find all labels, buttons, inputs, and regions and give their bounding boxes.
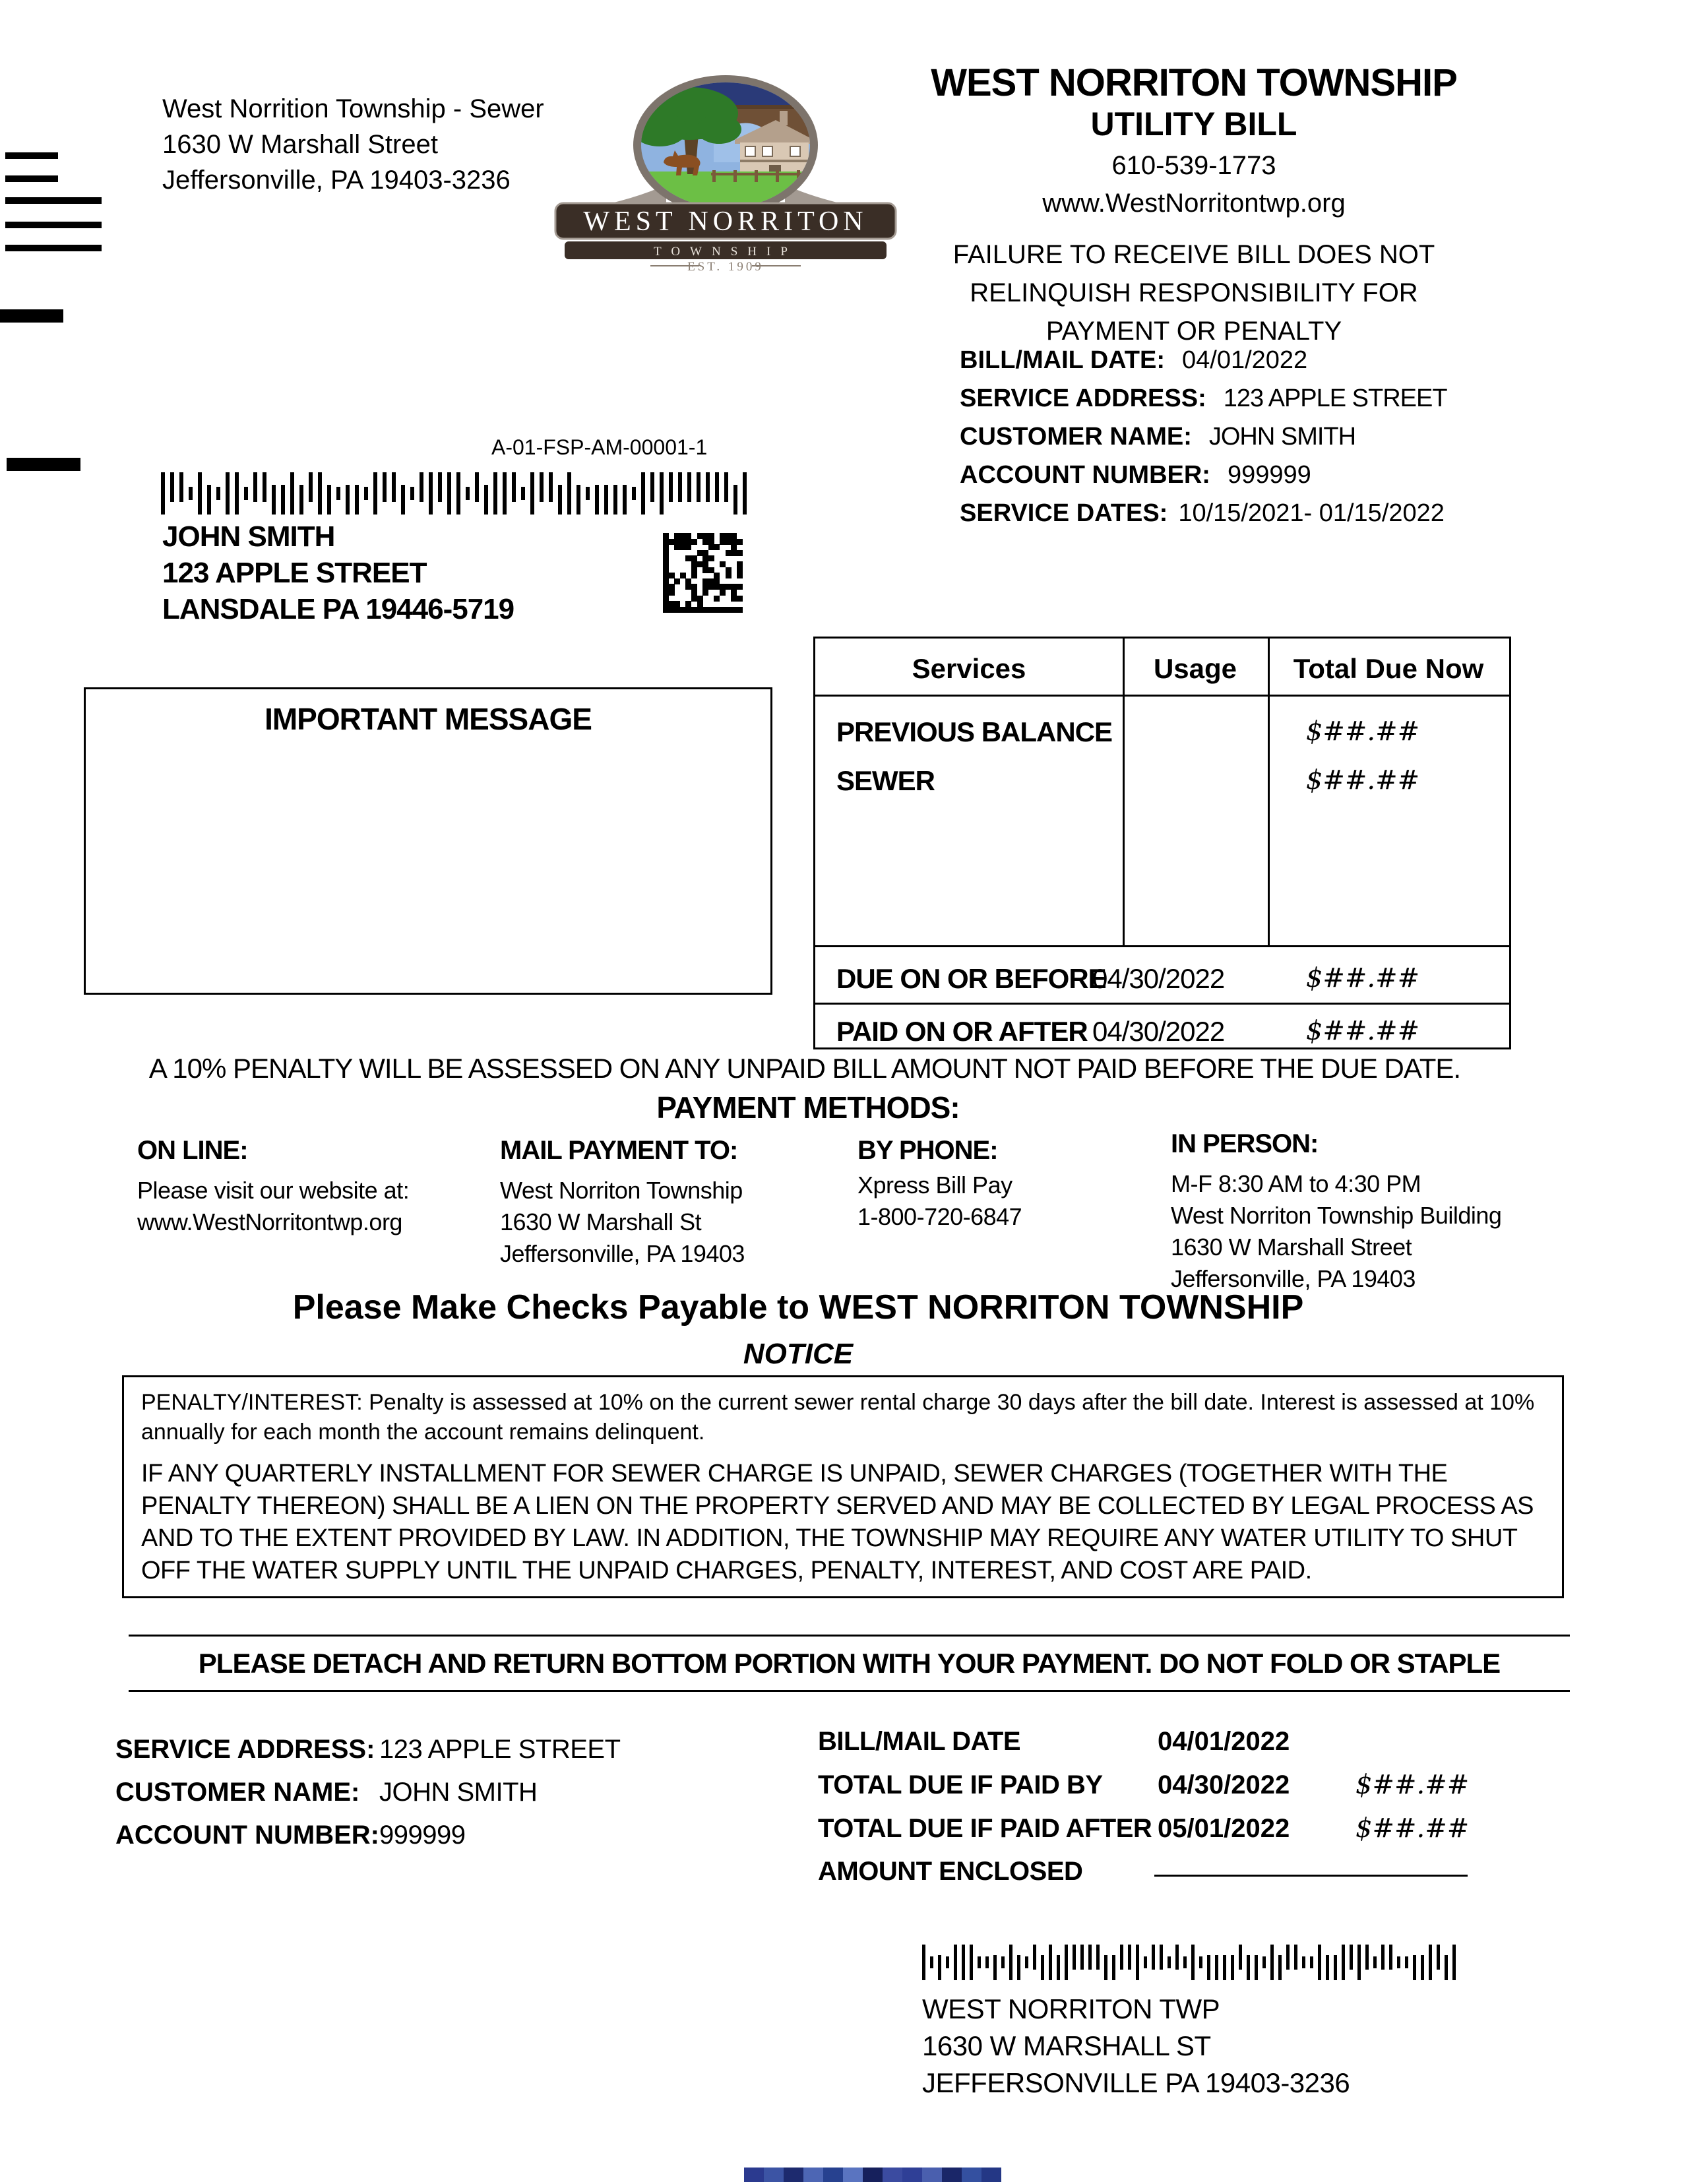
registration-mark bbox=[5, 175, 58, 182]
important-message-box bbox=[84, 687, 772, 995]
township-logo bbox=[547, 74, 904, 272]
table-rule bbox=[815, 1003, 1509, 1005]
paid-after-amount: $##.## bbox=[1305, 1016, 1420, 1046]
registration-mark bbox=[5, 152, 58, 159]
paid-after-date: 04/30/2022 bbox=[1092, 1016, 1225, 1047]
sender-line: 1630 W Marshall Street bbox=[162, 130, 438, 159]
table-rule bbox=[815, 945, 1509, 947]
stub-due-after-date: 05/01/2022 bbox=[1158, 1814, 1290, 1843]
bill-header bbox=[910, 61, 1478, 350]
return-address-name: WEST NORRITON TWP bbox=[922, 1993, 1220, 2024]
notice-paragraph-penalty: PENALTY/INTEREST: Penalty is assessed at 10% on the current sewer rental charge 30 days after the bill date. Interest is assessed at 10% annually for each month the account remains delinquent. bbox=[141, 1390, 1535, 1445]
color-calibration-bar bbox=[744, 2168, 1001, 2182]
stub-account-block bbox=[115, 1735, 621, 1863]
table-row-amount: $##.## bbox=[1305, 765, 1420, 796]
stub-customer-name-row: CUSTOMER NAME: JOHN SMITH bbox=[115, 1778, 538, 1807]
important-message-title: IMPORTANT MESSAGE bbox=[265, 702, 592, 736]
table-row-service: PREVIOUS BALANCE bbox=[836, 716, 1113, 747]
bill-info-block bbox=[960, 346, 1447, 538]
registration-mark bbox=[7, 458, 80, 471]
notice-title: NOTICE bbox=[743, 1338, 854, 1370]
service-address-value: 123 APPLE STREET bbox=[1223, 385, 1447, 412]
account-number-row: ACCOUNT NUMBER: 999999 bbox=[960, 461, 1311, 489]
payment-mail: MAIL PAYMENT TO: West Norriton Township 1630 W Marshall St Jeffersonville, PA 19403 bbox=[500, 1136, 745, 1267]
recipient-city: LANSDALE PA 19446-5719 bbox=[162, 593, 514, 625]
imb-barcode-top bbox=[161, 472, 749, 515]
logo-est-text: EST. 1909 bbox=[687, 260, 764, 272]
payment-in-person: IN PERSON: M-F 8:30 AM to 4:30 PM West Norriton Township Building 1630 W Marshall Street Jeffersonville, PA 19403 bbox=[1171, 1129, 1502, 1292]
stub-bill-date-row: BILL/MAIL DATE 04/01/2022 bbox=[818, 1727, 1469, 1757]
disclaimer: FAILURE TO RECEIVE BILL DOES NOT RELINQUISH RESPONSIBILITY FOR PAYMENT OR PENALTY bbox=[952, 240, 1435, 346]
payment-phone: BY PHONE: Xpress Bill Pay 1-800-720-6847 bbox=[857, 1136, 1022, 1233]
return-address-city: JEFFERSONVILLE PA 19403-3236 bbox=[922, 2067, 1350, 2098]
stub-service-address-value: 123 APPLE STREET bbox=[379, 1735, 621, 1764]
service-address-row: SERVICE ADDRESS: 123 APPLE STREET bbox=[960, 385, 1447, 412]
stub-due-after-row: TOTAL DUE IF PAID AFTER 05/01/2022 $##.## bbox=[818, 1813, 1470, 1844]
paid-after-label: PAID ON OR AFTER bbox=[836, 1016, 1088, 1047]
sender-line: West Norrition Township - Sewer bbox=[162, 94, 544, 123]
phone-number: 610-539-1773 bbox=[1111, 151, 1276, 180]
table-row-service: SEWER bbox=[836, 765, 935, 796]
stub-customer-name-value: JOHN SMITH bbox=[379, 1778, 538, 1807]
recipient-address-block bbox=[162, 518, 514, 627]
col-header-services: Services bbox=[912, 653, 1026, 684]
logo-township-text: TOWNSHIP bbox=[654, 245, 797, 259]
stub-due-after-amount: $##.## bbox=[1355, 1813, 1470, 1844]
stub-due-by-amount: $##.## bbox=[1355, 1770, 1470, 1800]
amount-enclosed-line[interactable] bbox=[1154, 1875, 1468, 1877]
payment-methods-title: PAYMENT METHODS: bbox=[656, 1090, 960, 1125]
return-address-block bbox=[922, 1991, 1350, 2102]
detach-rule-top bbox=[129, 1635, 1570, 1637]
notice-paragraph-lien: IF ANY QUARTERLY INSTALLMENT FOR SEWER CHARGE IS UNPAID, SEWER CHARGES (TOGETHER WITH THE PENALTY THEREON) SHALL BE A LIEN ON THE PROPERTY SERVED AND MAY BE COLLECTED BY LEGAL PROCESS AS AND TO THE EXTENT PROVIDED BY LAW. IN ADDITION, THE TOWNSHIP MAY REQUIRE ANY WATER UTILITY TO SHUT OFF THE WATER SUPPLY UNTIL THE UNPAID CHARGES, PENALTY, INTEREST, AND COST ARE PAID. bbox=[141, 1460, 1534, 1584]
stub-amount-enclosed-row: AMOUNT ENCLOSED bbox=[818, 1857, 1083, 1886]
customer-name-value: JOHN SMITH bbox=[1208, 423, 1356, 451]
sender-line: Jeffersonville, PA 19403-3236 bbox=[162, 166, 511, 195]
stub-due-by-date: 04/30/2022 bbox=[1158, 1770, 1290, 1799]
payment-online: ON LINE: Please visit our website at: www.WestNorritontwp.org bbox=[137, 1136, 409, 1238]
stub-account-number-row: ACCOUNT NUMBER:999999 bbox=[115, 1821, 466, 1850]
table-row-amount: $##.## bbox=[1305, 716, 1420, 747]
detach-rule-bottom bbox=[129, 1690, 1570, 1692]
table-header-rule bbox=[815, 695, 1509, 697]
mail-sort-code: A-01-FSP-AM-00001-1 bbox=[491, 435, 708, 459]
online-website-url: www.WestNorritontwp.org bbox=[137, 1208, 402, 1235]
logo-name-text: WEST NORRITON bbox=[583, 206, 868, 237]
account-number-value: 999999 bbox=[1227, 461, 1311, 489]
website-url: www.WestNorritontwp.org bbox=[1042, 189, 1346, 218]
registration-mark bbox=[5, 245, 102, 251]
services-table bbox=[813, 637, 1511, 1049]
phone-pay-number: 1-800-720-6847 bbox=[857, 1203, 1022, 1230]
data-matrix-code bbox=[663, 533, 742, 612]
logo-banner bbox=[555, 203, 896, 272]
sender-address-block bbox=[162, 91, 544, 198]
registration-mark bbox=[5, 197, 102, 204]
page-subtitle: UTILITY BILL bbox=[1090, 106, 1297, 142]
checks-payable-line: Please Make Checks Payable to WEST NORRITON TOWNSHIP bbox=[292, 1288, 1304, 1326]
customer-name-row: CUSTOMER NAME: JOHN SMITH bbox=[960, 423, 1356, 451]
notice-box bbox=[122, 1375, 1564, 1598]
col-header-usage: Usage bbox=[1153, 653, 1237, 684]
bill-date-row: BILL/MAIL DATE: 04/01/2022 bbox=[960, 346, 1308, 374]
page-title: WEST NORRITON TOWNSHIP bbox=[931, 61, 1457, 104]
col-header-total-due: Total Due Now bbox=[1293, 653, 1484, 684]
registration-mark bbox=[5, 222, 102, 228]
penalty-line: A 10% PENALTY WILL BE ASSESSED ON ANY UNPAID BILL AMOUNT NOT PAID BEFORE THE DUE DATE. bbox=[148, 1053, 1461, 1084]
return-address-street: 1630 W MARSHALL ST bbox=[922, 2030, 1211, 2061]
service-dates-row: SERVICE DATES: 10/15/2021- 01/15/2022 bbox=[960, 499, 1445, 527]
stub-service-address-row: SERVICE ADDRESS: 123 APPLE STREET bbox=[115, 1735, 621, 1764]
recipient-name: JOHN SMITH bbox=[162, 520, 335, 553]
registration-mark bbox=[0, 309, 63, 323]
stub-amounts-block bbox=[818, 1727, 1469, 1900]
due-before-label: DUE ON OR BEFORE bbox=[836, 963, 1106, 994]
recipient-street: 123 APPLE STREET bbox=[162, 557, 427, 589]
service-dates-value: 10/15/2021- 01/15/2022 bbox=[1178, 499, 1445, 527]
due-before-date: 04/30/2022 bbox=[1092, 963, 1225, 994]
imb-barcode-bottom bbox=[922, 1945, 1458, 1980]
detach-instruction: PLEASE DETACH AND RETURN BOTTOM PORTION WITH YOUR PAYMENT. DO NOT FOLD OR STAPLE bbox=[198, 1648, 1501, 1679]
bill-date-value: 04/01/2022 bbox=[1182, 346, 1308, 374]
stub-due-by-row: TOTAL DUE IF PAID BY 04/30/2022 $##.## bbox=[818, 1770, 1470, 1800]
stub-bill-date-value: 04/01/2022 bbox=[1158, 1727, 1290, 1756]
stub-account-number-value: 999999 bbox=[379, 1821, 466, 1850]
due-before-amount: $##.## bbox=[1305, 963, 1420, 993]
